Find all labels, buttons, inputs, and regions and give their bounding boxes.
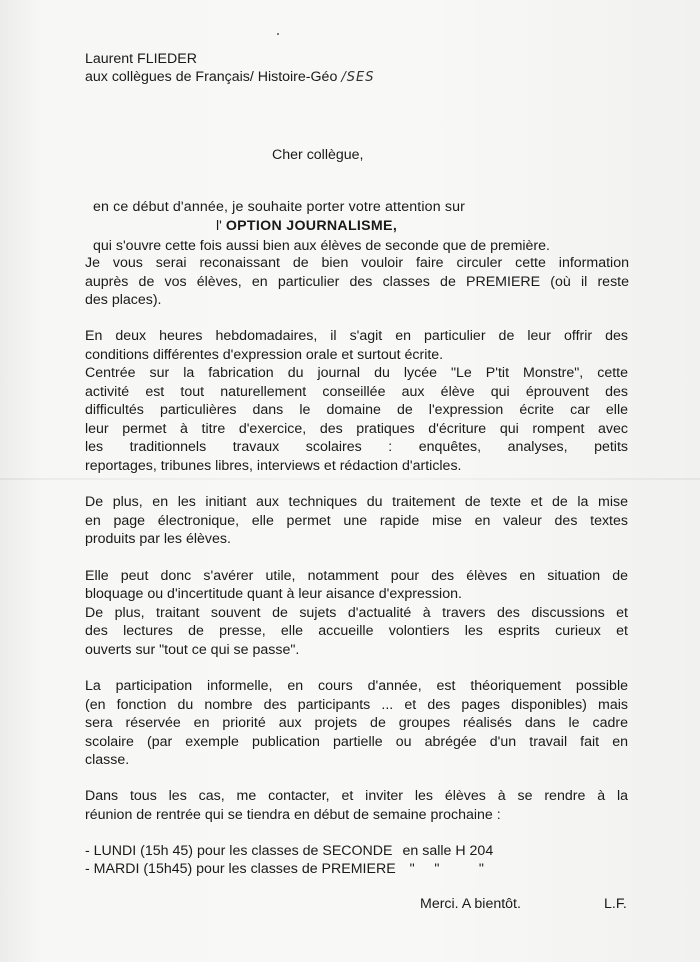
intro-line-5-text: auprès de vos élèves, en particulier des classes de PREMIERE (où il reste xyxy=(85,274,629,290)
para5-text: La participation informelle, en cours d'année, est théoriquement possible xyxy=(85,678,628,694)
intro-line-6: des places). xyxy=(85,292,162,308)
para2-line: reportages, tribunes libres, interviews et rédaction d'articles. xyxy=(85,458,462,474)
paper-speck xyxy=(277,33,279,35)
para4-line xyxy=(85,604,628,622)
intro-line-1: en ce début d'année, je souhaite porter votre attention sur xyxy=(93,199,466,215)
para2-line xyxy=(85,364,628,382)
closing-thanks: Merci. A bientôt. xyxy=(420,896,521,912)
para4-line: ouverts sur "tout ce qui se passe". xyxy=(85,642,300,658)
author-name: Laurent FLIEDER xyxy=(85,51,197,67)
para5-line xyxy=(85,696,628,714)
schedule-tuesday-ditto: " " " xyxy=(409,861,484,877)
para2-line xyxy=(85,438,628,456)
para6-line xyxy=(85,787,628,805)
para5-text: (en fonction du nombre des participants ... et des pages disponibles) mais xyxy=(85,697,628,713)
option-prefix: l' xyxy=(216,218,222,234)
para2-text: les traditionnels travaux scolaires : enquêtes, analyses, petits xyxy=(85,439,628,455)
para6-line: réunion de rentrée qui se tiendra en début de semaine prochaine : xyxy=(85,807,501,823)
para2-text: Centrée sur la fabrication du journal du lycée "Le P'tit Monstre", cette xyxy=(85,365,628,381)
para2-text: activité est tout naturellement conseillée aux élève qui éprouvent des xyxy=(85,384,628,400)
option-name: OPTION JOURNALISME, xyxy=(225,218,398,234)
para4-line: bloquage ou d'incertitude quant à leur aisance d'expression. xyxy=(85,586,462,602)
para3-text: De plus, en les initiant aux techniques du traitement de texte et de la mise xyxy=(85,494,628,510)
para5-text: scolaire (par exemple publication partielle ou abrégée d'un travail fait en xyxy=(85,734,628,750)
schedule-monday-text: - LUNDI (15h 45) pour les classes de SECONDE xyxy=(85,843,393,859)
para3-line: produits par les élèves. xyxy=(85,531,231,547)
schedule-monday-room: en salle H 204 xyxy=(402,843,494,859)
recipients-line xyxy=(85,68,374,87)
para5-text: sera réservée en priorité aux projets de groupes réalisés dans le cadre xyxy=(85,715,628,731)
handwritten-ses: /SES xyxy=(341,70,375,85)
para5-line xyxy=(85,714,628,732)
para3-text: en page électronique, elle permet une rapide mise en valeur des textes xyxy=(85,513,628,529)
para5-line xyxy=(85,677,628,695)
paper-fold xyxy=(0,478,700,480)
para4-text: Elle peut donc s'avérer utile, notamment pour des élèves en situation de xyxy=(85,568,628,584)
intro-line-4-text: Je vous serai reconaissant de bien vouloir faire circuler cette information xyxy=(85,255,629,271)
para2-text: difficultés particulières dans le domaine de l'expression écrite car elle xyxy=(85,402,628,418)
para4-text: De plus, traitant souvent de sujets d'actualité à travers des discussions et xyxy=(85,605,628,621)
para4-line xyxy=(85,622,628,640)
recipients-text: aux collègues de Français/ Histoire-Géo xyxy=(85,69,338,85)
para5-line: classe. xyxy=(85,752,130,768)
intro-line-4 xyxy=(85,254,629,272)
closing-initials: L.F. xyxy=(604,896,627,912)
para2-text: En deux heures hebdomadaires, il s'agit en particulier de leur offrir des xyxy=(85,328,628,344)
para3-line xyxy=(85,512,628,530)
para6-text: Dans tous les cas, me contacter, et inviter les élèves à se rendre à la xyxy=(85,788,628,804)
intro-line-5 xyxy=(85,273,629,291)
para2-line: conditions différentes d'expression orale et surtout écrite. xyxy=(85,347,444,363)
para2-text: leur permet à titre d'exercice, des pratiques d'écriture qui rompent avec xyxy=(85,421,628,437)
para2-line xyxy=(85,327,628,345)
option-title xyxy=(216,217,397,235)
para2-line xyxy=(85,420,628,438)
para3-line xyxy=(85,493,628,511)
para4-text: des lectures de presse, elle accueille volontiers les esprits curieux et xyxy=(85,623,628,639)
para4-line xyxy=(85,567,628,585)
intro-line-3: qui s'ouvre cette fois aussi bien aux élèves de seconde que de première. xyxy=(93,238,550,254)
schedule-tuesday-text: - MARDI (15h45) pour les classes de PREMIERE xyxy=(85,861,396,877)
schedule-monday xyxy=(85,842,493,860)
para2-line xyxy=(85,383,628,401)
salutation: Cher collègue, xyxy=(272,147,364,163)
para2-line xyxy=(85,401,628,419)
schedule-tuesday xyxy=(85,860,484,878)
para5-line xyxy=(85,733,628,751)
